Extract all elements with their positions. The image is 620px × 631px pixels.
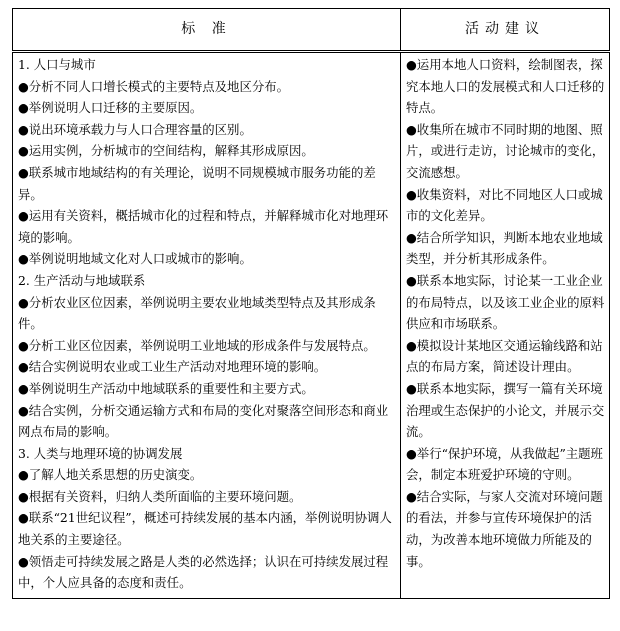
content-row bbox=[13, 52, 610, 599]
standard-item: ●运用有关资料，概括城市化的过程和特点，并解释城市化对地理环境的影响。 bbox=[18, 208, 389, 245]
activity-item: ●举行“保护环境，从我做起”主题班会，制定本班爱护环境的守则。 bbox=[406, 445, 603, 483]
standard-section-heading: 2. 生产活动与地域联系 bbox=[18, 272, 146, 288]
header-standard-cell bbox=[13, 9, 401, 52]
standard-item: ●了解人地关系思想的历史演变。 bbox=[18, 467, 203, 483]
standard-section-heading: 1. 人口与城市 bbox=[18, 57, 96, 72]
header-row bbox=[13, 9, 610, 52]
standard-item: ●分析农业区位因素，举例说明主要农业地域类型特点及其形成条件。 bbox=[18, 294, 376, 332]
activity-item: ●联系本地实际，撰写一篇有关环境治理或生态保护的小论文，并展示交流。 bbox=[406, 380, 605, 440]
activities-cell bbox=[401, 52, 610, 599]
standard-item: ●领悟走可持续发展之路是人类的必然选择；认识在可持续发展过程中，个人应具备的态度和责任。 bbox=[18, 553, 389, 591]
standard-item: ●举例说明人口迁移的主要原因。 bbox=[18, 100, 203, 116]
activities-list bbox=[401, 53, 609, 576]
header-activity-cell bbox=[401, 9, 610, 52]
standard-item: ●联系“21世纪议程”，概述可持续发展的基本内涵，举例说明协调人地关系的主要途径。 bbox=[18, 510, 392, 548]
activity-item: ●联系本地实际，讨论某一工业企业的布局特点，以及该工业企业的原料供应和市场联系。 bbox=[406, 272, 605, 332]
activity-item: ●模拟设计某地区交通运输线路和站点的布局方案，简述设计理由。 bbox=[406, 337, 603, 375]
activity-item: ●收集资料，对比不同地区人口或城市的文化差异。 bbox=[406, 186, 603, 224]
standard-item: ●运用实例，分析城市的空间结构，解释其形成原因。 bbox=[18, 143, 314, 159]
activity-item: ●结合所学知识，判断本地农业地域类型，并分析其形成条件。 bbox=[406, 229, 603, 267]
standard-item: ●分析工业区位因素，举例说明工业地域的形成条件与发展特点。 bbox=[18, 337, 376, 353]
standard-item: ●举例说明生产活动中地域联系的重要性和主要方式。 bbox=[18, 380, 314, 396]
standard-item: ●结合实例说明农业或工业生产活动对地理环境的影响。 bbox=[18, 359, 327, 375]
standard-item: ●结合实例，分析交通运输方式和布局的变化对聚落空间形态和商业网点布局的影响。 bbox=[18, 402, 389, 440]
standard-section-heading: 3. 人类与地理环境的协调发展 bbox=[18, 445, 183, 461]
activity-item: ●运用本地人口资料，绘制图表，探究本地人口的发展模式和人口迁移的特点。 bbox=[406, 57, 605, 116]
standards-cell bbox=[13, 52, 401, 599]
standard-item: ●根据有关资料，归纳人类所面临的主要环境问题。 bbox=[18, 488, 302, 504]
activity-item: ●结合实际，与家人交流对环境问题的看法，并参与宣传环境保护的活动，为改善本地环境做力所能及的事。 bbox=[406, 488, 603, 569]
activity-item: ●收集所在城市不同时期的地图、照片，或进行走访，讨论城市的变化，交流感想。 bbox=[406, 121, 605, 180]
standards-list bbox=[13, 53, 400, 598]
header-standard: 标 准 bbox=[181, 21, 232, 37]
standard-item: ●说出环境承载力与人口合理容量的区别。 bbox=[18, 121, 252, 137]
header-activity: 活动建议 bbox=[465, 21, 545, 37]
standard-item: ●举例说明地域文化对人口或城市的影响。 bbox=[18, 251, 252, 267]
standards-table bbox=[12, 8, 610, 599]
standard-item: ●分析不同人口增长模式的主要特点及地区分布。 bbox=[18, 78, 290, 94]
standard-item: ●联系城市地域结构的有关理论，说明不同规模城市服务功能的差异。 bbox=[18, 164, 376, 202]
